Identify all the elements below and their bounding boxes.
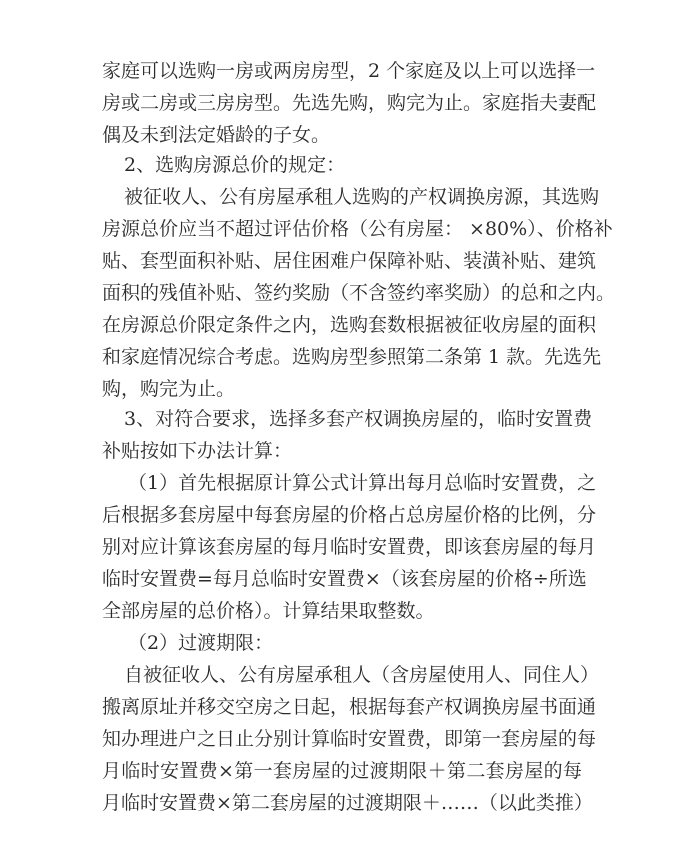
section-heading-3: 3、对符合要求，选择多套产权调换房屋的，临时安置费 (124, 408, 593, 430)
paragraph-line-6: 房源总价应当不超过评估价格（公有房屋： ×80%）、价格补 (102, 218, 613, 240)
subsection-2-line-3: 知办理进户之日止分别计算临时安置费，即第一套房屋的每 (102, 728, 597, 750)
subsection-2-line-1: 自被征收人、公有房屋承租人（含房屋使用人、同住人） (124, 664, 600, 686)
subsection-1-line-1: （1）首先根据原计算公式计算出每月总临时安置费，之 (128, 472, 597, 494)
paragraph-line-5: 被征收人、公有房屋承租人选购的产权调换房源，其选购 (124, 186, 600, 208)
subsection-2-line-4: 月临时安置费×第一套房屋的过渡期限＋第二套房屋的每 (102, 760, 582, 782)
subsection-2-heading: （2）过渡期限： (128, 632, 274, 654)
subsection-1-line-4: 临时安置费=每月总临时安置费×（该套房屋的价格÷所选 (102, 568, 587, 590)
paragraph-line-8: 面积的残值补贴、签约奖励（不含签约率奖励）的总和之内。 (102, 282, 616, 304)
subsection-1-line-2: 后根据多套房屋中每套房屋的价格占总房屋价格的比例，分 (102, 504, 597, 526)
paragraph-line-1: 家庭可以选购一房或两房房型，2 个家庭及以上可以选择一 (102, 60, 596, 82)
section-heading-2: 2、选购房源总价的规定： (124, 154, 346, 176)
subsection-2-line-2: 搬离原址并移交空房之日起，根据每套产权调换房屋书面通 (102, 696, 597, 718)
subsection-1-line-5: 全部房屋的总价格）。计算结果取整数。 (102, 600, 435, 622)
paragraph-line-13: 补贴按如下办法计算： (102, 440, 293, 462)
paragraph-line-2: 房或二房或三房房型。先选先购，购完为止。家庭指夫妻配 (102, 92, 597, 114)
subsection-2-line-5: 月临时安置费×第二套房屋的过渡期限＋……（以此类推） (102, 792, 593, 814)
paragraph-line-9: 在房源总价限定条件之内，选购套数根据被征收房屋的面积 (102, 314, 597, 336)
paragraph-line-10: 和家庭情况综合考虑。选购房型参照第二条第 1 款。先选先 (102, 346, 602, 368)
paragraph-line-7: 贴、套型面积补贴、居住困难户保障补贴、装潢补贴、建筑 (102, 250, 597, 272)
paragraph-line-11: 购，购完为止。 (102, 378, 236, 400)
paragraph-line-3: 偶及未到法定婚龄的子女。 (102, 124, 331, 146)
subsection-1-line-3: 别对应计算该套房屋的每月临时安置费，即该套房屋的每月 (102, 536, 597, 558)
